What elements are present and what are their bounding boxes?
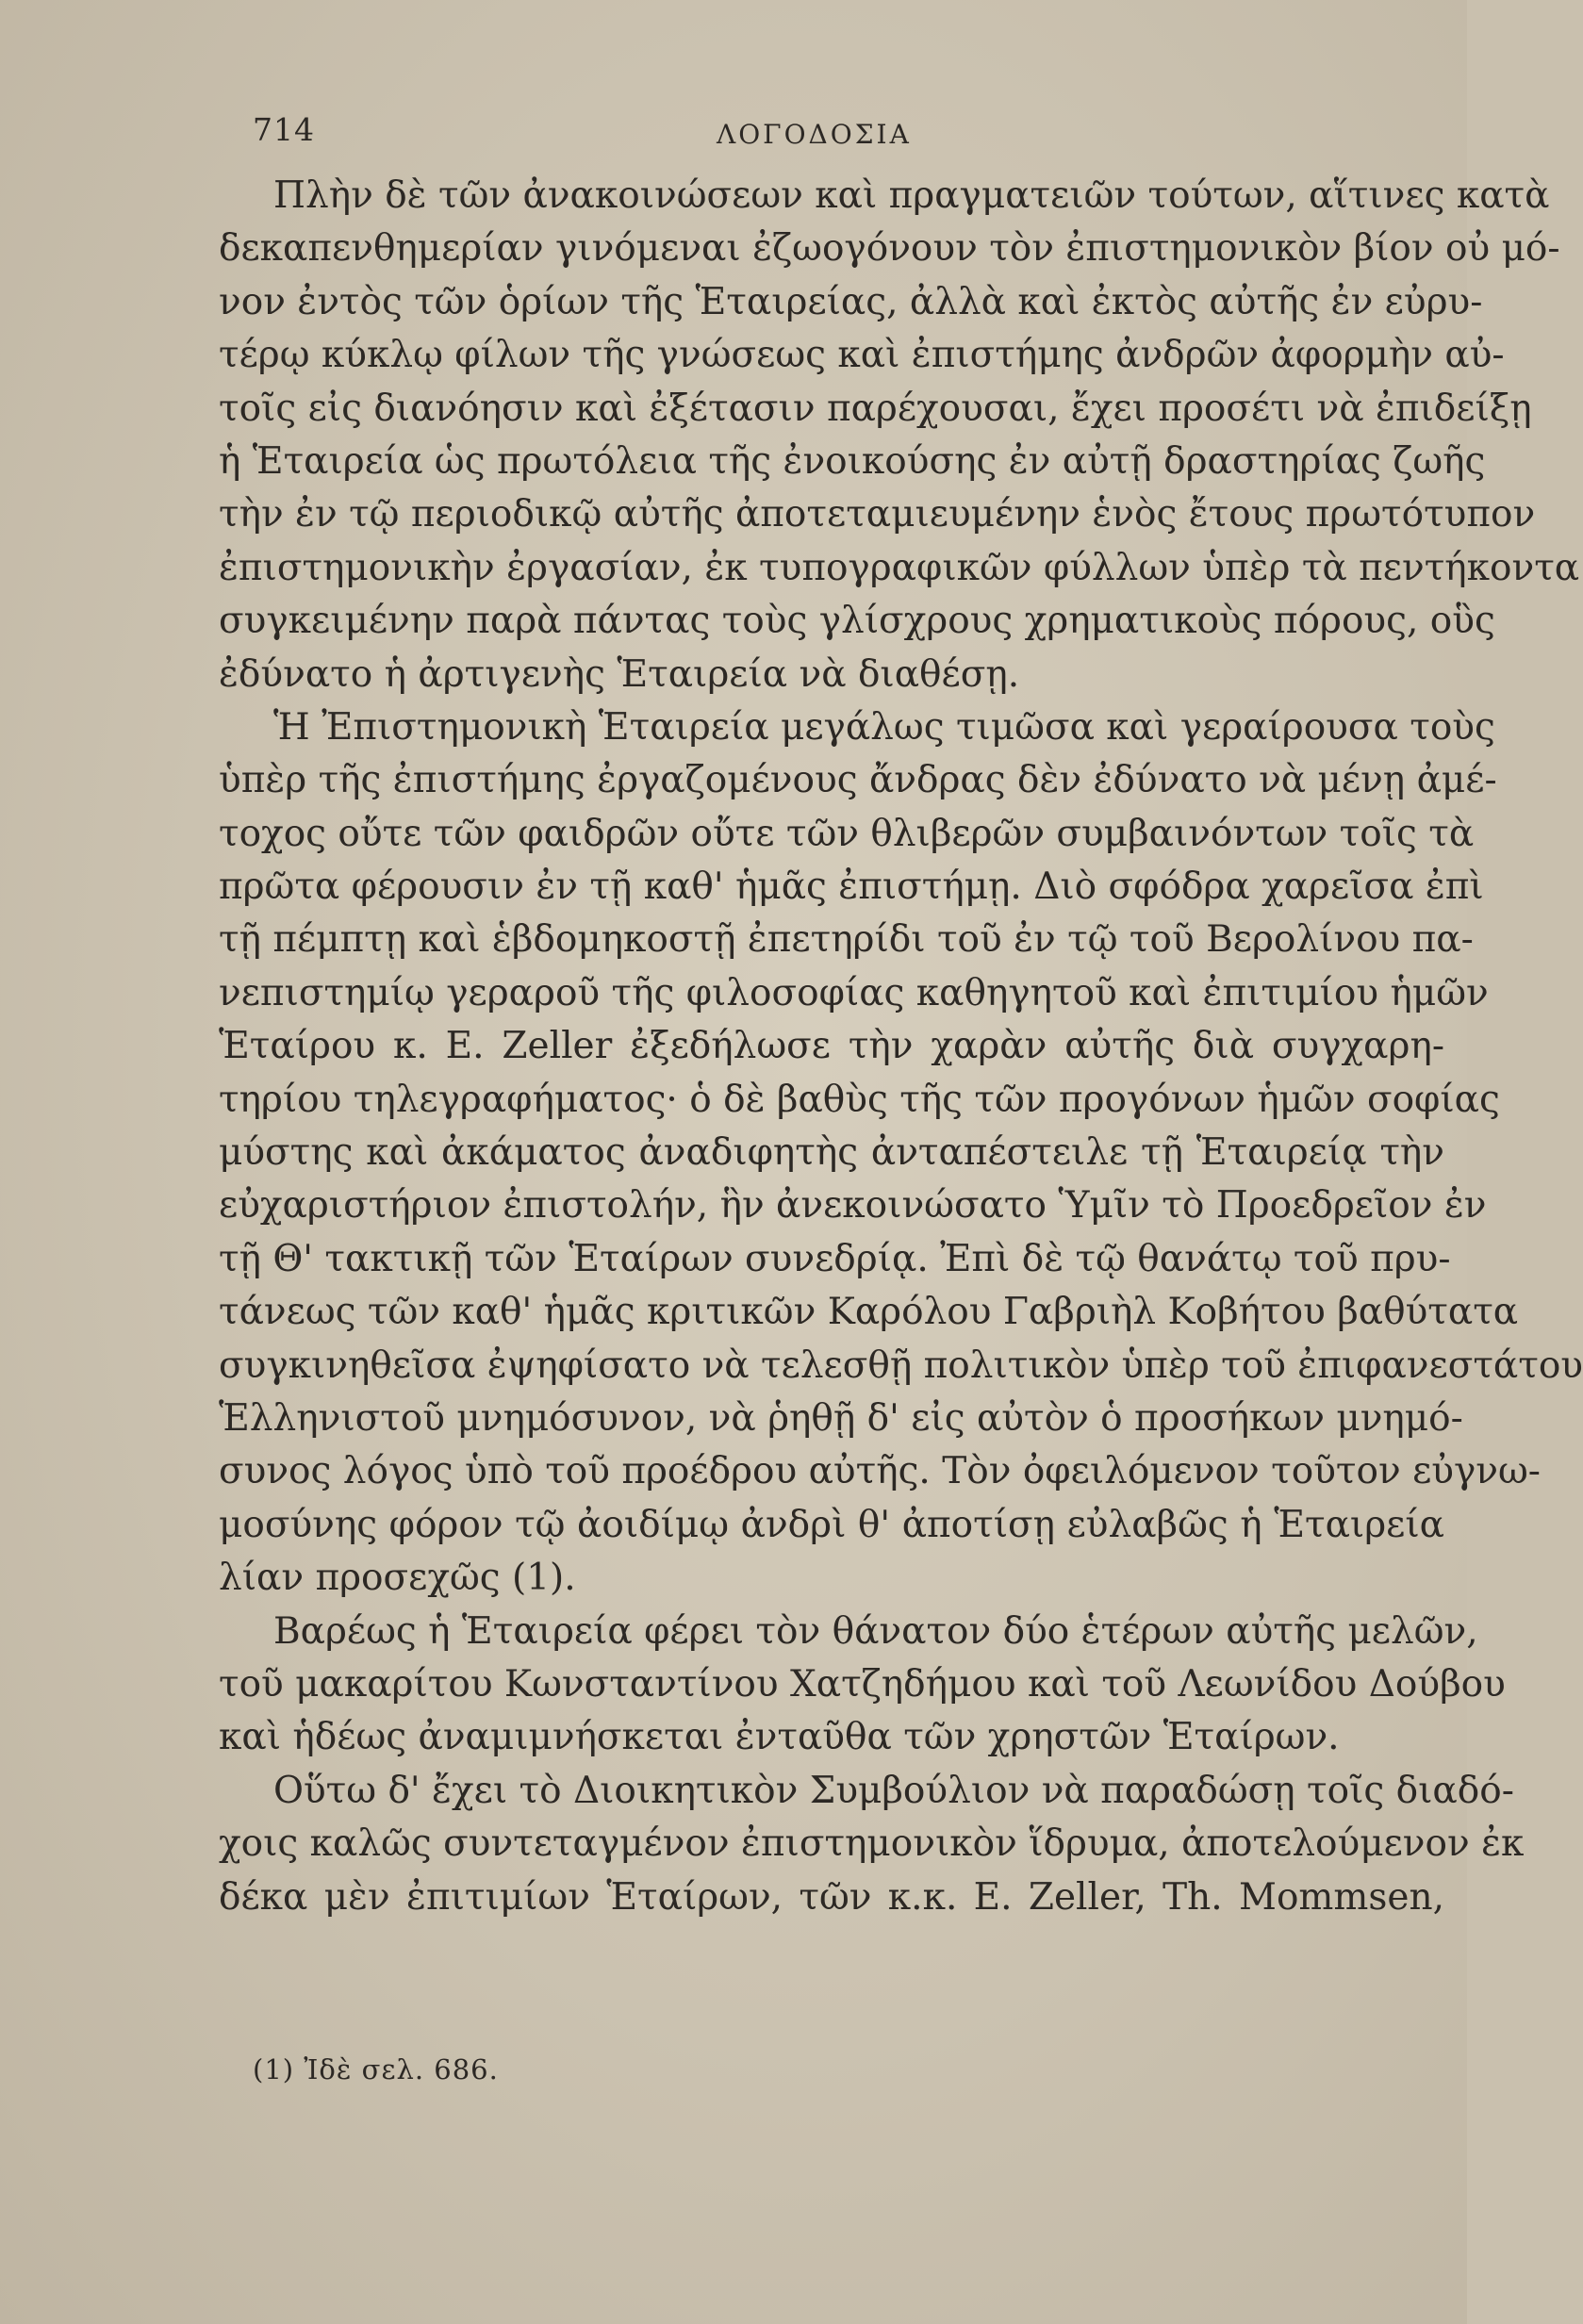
text-line: λίαν προσεχῶς (1).	[219, 1557, 576, 1600]
text-line: τέρῳ κύκλῳ φίλων τῆς γνώσεως καὶ ἐπιστήμης ἀνδρῶν ἀφορμὴν αὐ-	[219, 334, 1505, 377]
body-text	[219, 170, 1583, 1924]
text-line: δεκαπενθημερίαν γινόμεναι ἐζωογόνουν τὸν ἐπιστημονικὸν βίον οὐ μό-	[219, 227, 1560, 271]
text-line: ὑπὲρ τῆς ἐπιστήμης ἐργαζομένους ἄνδρας δὲν ἐδύνατο νὰ μένῃ ἀμέ-	[219, 759, 1497, 802]
running-head: ΛΟΓΟΔΟΣΙΑ	[717, 119, 912, 150]
text-line: τὴν ἐν τῷ περιοδικῷ αὐτῆς ἀποτεταμιευμένην ἑνὸς ἔτους πρωτότυπον	[219, 493, 1536, 536]
footnote: (1) Ἰδὲ σελ. 686.	[253, 2053, 499, 2085]
text-line: εὐχαριστήριον ἐπιστολήν, ἣν ἀνεκοινώσατο Ὑμῖν τὸ Προεδρεῖον ἐν	[219, 1184, 1487, 1228]
text-line: καὶ ἡδέως ἀναμιμνήσκεται ἐνταῦθα τῶν χρηστῶν Ἑταίρων.	[219, 1716, 1340, 1759]
text-line: Βαρέως ἡ Ἑταιρεία φέρει τὸν θάνατον δύο ἑτέρων αὐτῆς μελῶν,	[273, 1609, 1478, 1653]
text-line: συνος λόγος ὑπὸ τοῦ προέδρου αὐτῆς. Τὸν ὀφειλόμενον τοῦτον εὐγνω-	[219, 1450, 1541, 1493]
text-line: τοχος οὔτε τῶν φαιδρῶν οὔτε τῶν θλιβερῶν συμβαινόντων τοῖς τὰ	[219, 812, 1475, 855]
text-line: μύστης καὶ ἀκάματος ἀναδιφητὴς ἀνταπέστειλε τῇ Ἑταιρείᾳ τὴν	[219, 1131, 1444, 1175]
text-line: Ἡ Ἐπιστημονικὴ Ἑταιρεία μεγάλως τιμῶσα καὶ γεραίρουσα τοὺς	[273, 705, 1495, 749]
text-line: ἐδύνατο ἡ ἀρτιγενὴς Ἑταιρεία νὰ διαθέσῃ.	[219, 652, 1020, 696]
page-number: 714	[253, 111, 315, 148]
text-line: τάνεως τῶν καθ' ἡμᾶς κριτικῶν Καρόλου Γαβριὴλ Κοβήτου βαθύτατα	[219, 1291, 1519, 1334]
page-header	[0, 111, 1467, 158]
text-line: ἡ Ἑταιρεία ὡς πρωτόλεια τῆς ἐνοικούσης ἐν αὐτῇ δραστηρίας ζωῆς	[219, 439, 1486, 483]
text-line: τηρίου τηλεγραφήματος· ὁ δὲ βαθὺς τῆς τῶν προγόνων ἡμῶν σοφίας	[219, 1078, 1500, 1121]
text-line: ἐπιστημονικὴν ἐργασίαν, ἐκ τυπογραφικῶν φύλλων ὑπὲρ τὰ πεντήκοντα	[219, 546, 1580, 589]
text-line: νον ἐντὸς τῶν ὁρίων τῆς Ἑταιρείας, ἀλλὰ καὶ ἐκτὸς αὐτῆς ἐν εὐρυ-	[219, 280, 1483, 323]
text-line: τοῖς εἰς διανόησιν καὶ ἐξέτασιν παρέχουσαι, ἔχει προσέτι νὰ ἐπιδείξῃ	[219, 387, 1532, 430]
text-line: Πλὴν δὲ τῶν ἀνακοινώσεων καὶ πραγματειῶν τούτων, αἵτινες κατὰ	[273, 174, 1550, 217]
text-line: συγκειμένην παρὰ πάντας τοὺς γλίσχρους χρηματικοὺς πόρους, οὓς	[219, 600, 1495, 643]
text-line: πρῶτα φέρουσιν ἐν τῇ καθ' ἡμᾶς ἐπιστήμῃ. Διὸ σφόδρα χαρεῖσα ἐπὶ	[219, 865, 1484, 909]
text-line: χοις καλῶς συντεταγμένον ἐπιστημονικὸν ἵδρυμα, ἀποτελούμενον ἐκ	[219, 1822, 1525, 1866]
text-line: δέκα μὲν ἐπιτιμίων Ἑταίρων, τῶν κ.κ. Ε. Zeller, Th. Mommsen,	[219, 1875, 1444, 1919]
text-line: τῇ Θ' τακτικῇ τῶν Ἑταίρων συνεδρίᾳ. Ἐπὶ δὲ τῷ θανάτῳ τοῦ πρυ-	[219, 1237, 1451, 1280]
text-line: Ἑλληνιστοῦ μνημόσυνον, νὰ ῥηθῇ δ' εἰς αὐτὸν ὁ προσήκων μνημό-	[219, 1396, 1463, 1440]
text-line: νεπιστημίῳ γεραροῦ τῆς φιλοσοφίας καθηγητοῦ καὶ ἐπιτιμίου ἡμῶν	[219, 971, 1489, 1014]
text-line: Οὕτω δ' ἔχει τὸ Διοικητικὸν Συμβούλιον νὰ παραδώσῃ τοῖς διαδό-	[273, 1769, 1514, 1812]
text-line: συγκινηθεῖσα ἐψηφίσατο νὰ τελεσθῇ πολιτικὸν ὑπὲρ τοῦ ἐπιφανεστάτου	[219, 1343, 1583, 1387]
text-line: μοσύνης φόρον τῷ ἀοιδίμῳ ἀνδρὶ θ' ἀποτίσῃ εὐλαβῶς ἡ Ἑταιρεία	[219, 1503, 1444, 1546]
text-line: Ἑταίρου κ. Ε. Zeller ἐξεδήλωσε τὴν χαρὰν αὐτῆς διὰ συγχαρη-	[219, 1025, 1444, 1068]
text-line: τῇ πέμπτῃ καὶ ἑβδομηκοστῇ ἐπετηρίδι τοῦ ἐν τῷ τοῦ Βερολίνου πα-	[219, 918, 1474, 962]
text-line: τοῦ μακαρίτου Κωνσταντίνου Χατζηδήμου καὶ τοῦ Λεωνίδου Δούβου	[219, 1662, 1506, 1706]
